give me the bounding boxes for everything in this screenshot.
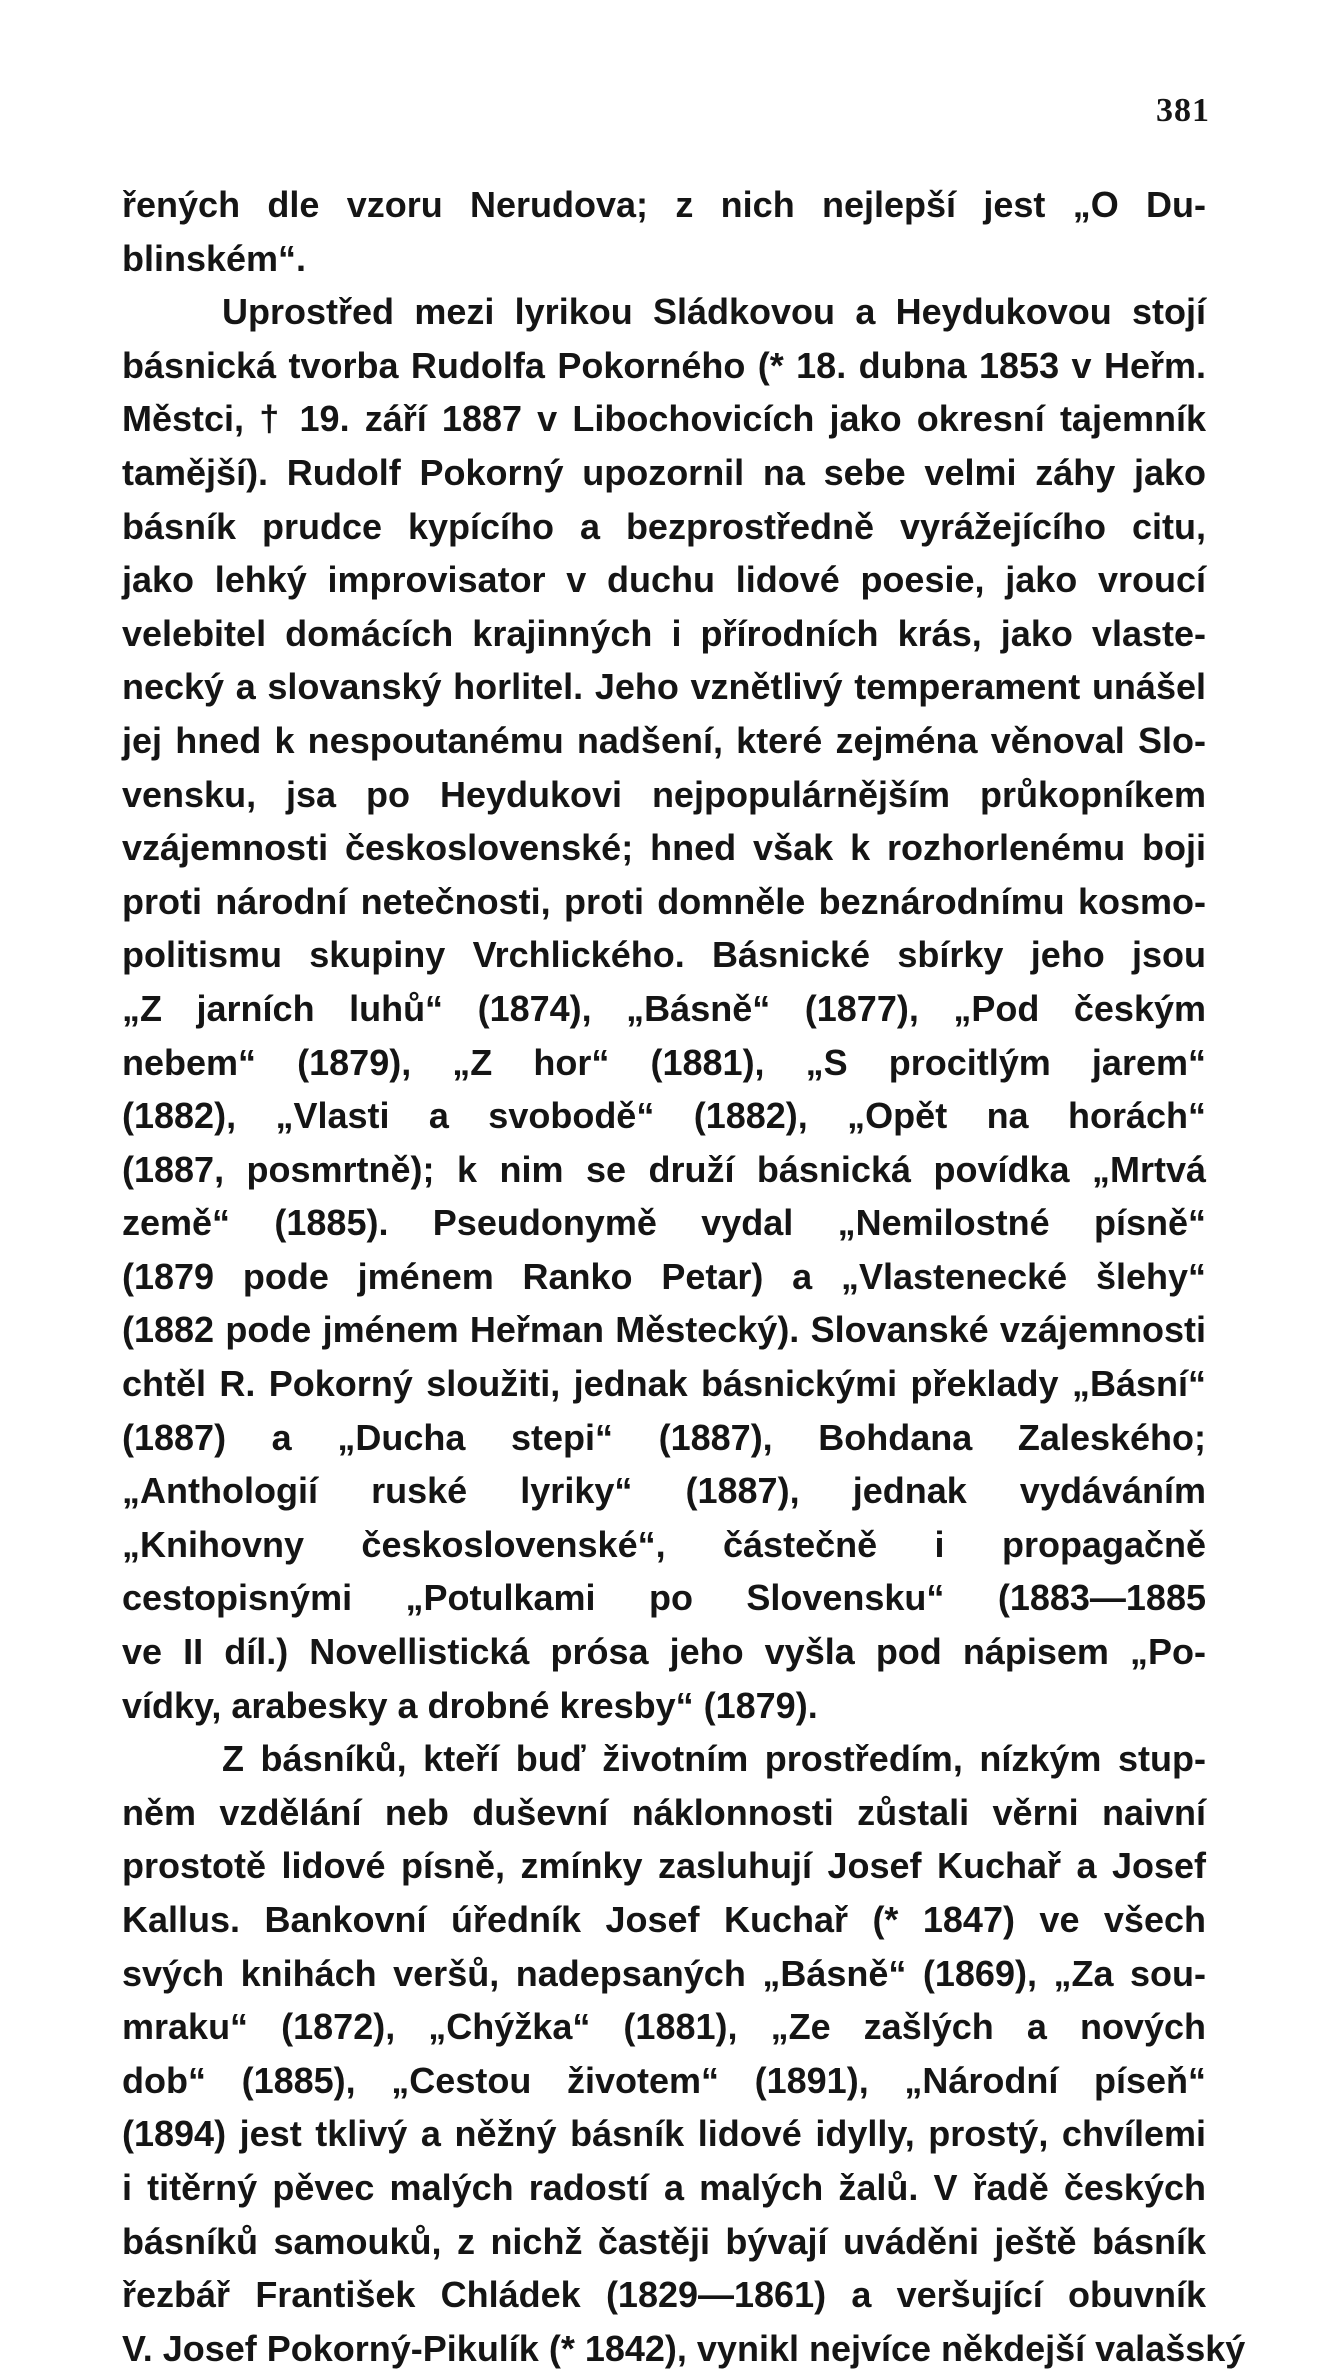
text-line: jako lehký improvisator v duchu lidové poesie, jako vroucí — [122, 559, 1206, 601]
body-text — [122, 178, 1246, 2375]
text-line: Uprostřed mezi lyrikou Sládkovou a Heydukovou stojí — [222, 291, 1206, 333]
text-line: jej hned k nespoutanému nadšení, které zejména věnoval Slo- — [122, 719, 1206, 761]
text-line: blinském“. — [122, 237, 307, 279]
text-line: (1882), „Vlasti a svobodě“ (1882), „Opět na horách“ — [122, 1095, 1206, 1137]
page-number: 381 — [1156, 92, 1210, 129]
text-line: něm vzdělání neb duševní náklonnosti zůstali věrni naivní — [122, 1791, 1206, 1833]
text-line: (1887, posmrtně); k nim se druží básnická povídka „Mrtvá — [122, 1148, 1206, 1190]
text-line: básníků samouků, z nichž častěji bývají uváděni ještě básník — [122, 2220, 1206, 2262]
text-line: vzájemnosti československé; hned však k rozhorlenému boji — [122, 827, 1206, 869]
text-line: (1894) jest tklivý a něžný básník lidové idylly, prostý, chvílemi — [122, 2113, 1206, 2155]
text-line: svých knihách veršů, nadepsaných „Básně“ (1869), „Za sou- — [122, 1952, 1206, 1994]
text-line: „Z jarních luhů“ (1874), „Básně“ (1877), „Pod českým — [122, 987, 1206, 1029]
text-line: Z básníků, kteří buď životním prostředím, nízkým stup- — [222, 1738, 1206, 1780]
text-line: V. Josef Pokorný-Pikulík (* 1842), vynikl nejvíce někdejší valašský — [122, 2327, 1246, 2369]
text-line: „Anthologií ruské lyriky“ (1887), jednak vydáváním — [122, 1470, 1206, 1512]
text-line: i titěrný pěvec malých radostí a malých žalů. V řadě českých — [122, 2166, 1206, 2208]
text-line: Městci, † 19. září 1887 v Libochovicích jako okresní tajemník — [122, 398, 1206, 440]
text-line: země“ (1885). Pseudonymě vydal „Nemilostné písně“ — [122, 1202, 1206, 1244]
text-line: vensku, jsa po Heydukovi nejpopulárnějším průkopníkem — [122, 773, 1206, 815]
text-line: vídky, arabesky a drobné kresby“ (1879). — [122, 1684, 818, 1726]
text-line: dob“ (1885), „Cestou životem“ (1891), „Národní píseň“ — [122, 2059, 1206, 2101]
text-line: ve II díl.) Novellistická prósa jeho vyšla pod nápisem „Po- — [122, 1631, 1206, 1673]
text-line: tamější). Rudolf Pokorný upozornil na sebe velmi záhy jako — [122, 451, 1206, 493]
text-line: (1882 pode jménem Heřman Městecký). Slovanské vzájemnosti — [122, 1309, 1206, 1351]
text-line: básnická tvorba Rudolfa Pokorného (* 18. dubna 1853 v Heřm. — [122, 344, 1206, 386]
text-line: (1887) a „Ducha stepi“ (1887), Bohdana Zaleského; — [122, 1416, 1206, 1458]
text-line: velebitel domácích krajinných i přírodních krás, jako vlaste- — [122, 612, 1206, 654]
text-line: chtěl R. Pokorný sloužiti, jednak básnickými překlady „Básní“ — [122, 1363, 1206, 1405]
text-line: řených dle vzoru Nerudova; z nich nejlepší jest „O Du- — [122, 184, 1206, 225]
text-line: cestopisnými „Potulkami po Slovensku“ (1883—1885 — [122, 1577, 1206, 1619]
text-line: prostotě lidové písně, zmínky zasluhují Josef Kuchař a Josef — [122, 1845, 1206, 1887]
text-line: Kallus. Bankovní úředník Josef Kuchař (* 1847) ve všech — [122, 1899, 1206, 1940]
text-line: politismu skupiny Vrchlického. Básnické sbírky jeho jsou — [122, 934, 1206, 976]
text-line: (1879 pode jménem Ranko Petar) a „Vlastenecké šlehy“ — [122, 1255, 1206, 1297]
text-line: mraku“ (1872), „Chýžka“ (1881), „Ze zašlých a nových — [122, 2006, 1206, 2048]
text-line: „Knihovny československé“, částečně i propagačně — [122, 1523, 1206, 1565]
text-line: básník prudce kypícího a bezprostředně vyrážejícího citu, — [122, 505, 1206, 547]
text-line: řezbář František Chládek (1829—1861) a veršující obuvník — [122, 2274, 1206, 2316]
text-line: necký a slovanský horlitel. Jeho vznětlivý temperament unášel — [122, 666, 1206, 708]
text-line: proti národní netečnosti, proti domněle beznárodnímu kosmo- — [122, 880, 1206, 922]
text-line: nebem“ (1879), „Z hor“ (1881), „S procitlým jarem“ — [122, 1041, 1206, 1083]
